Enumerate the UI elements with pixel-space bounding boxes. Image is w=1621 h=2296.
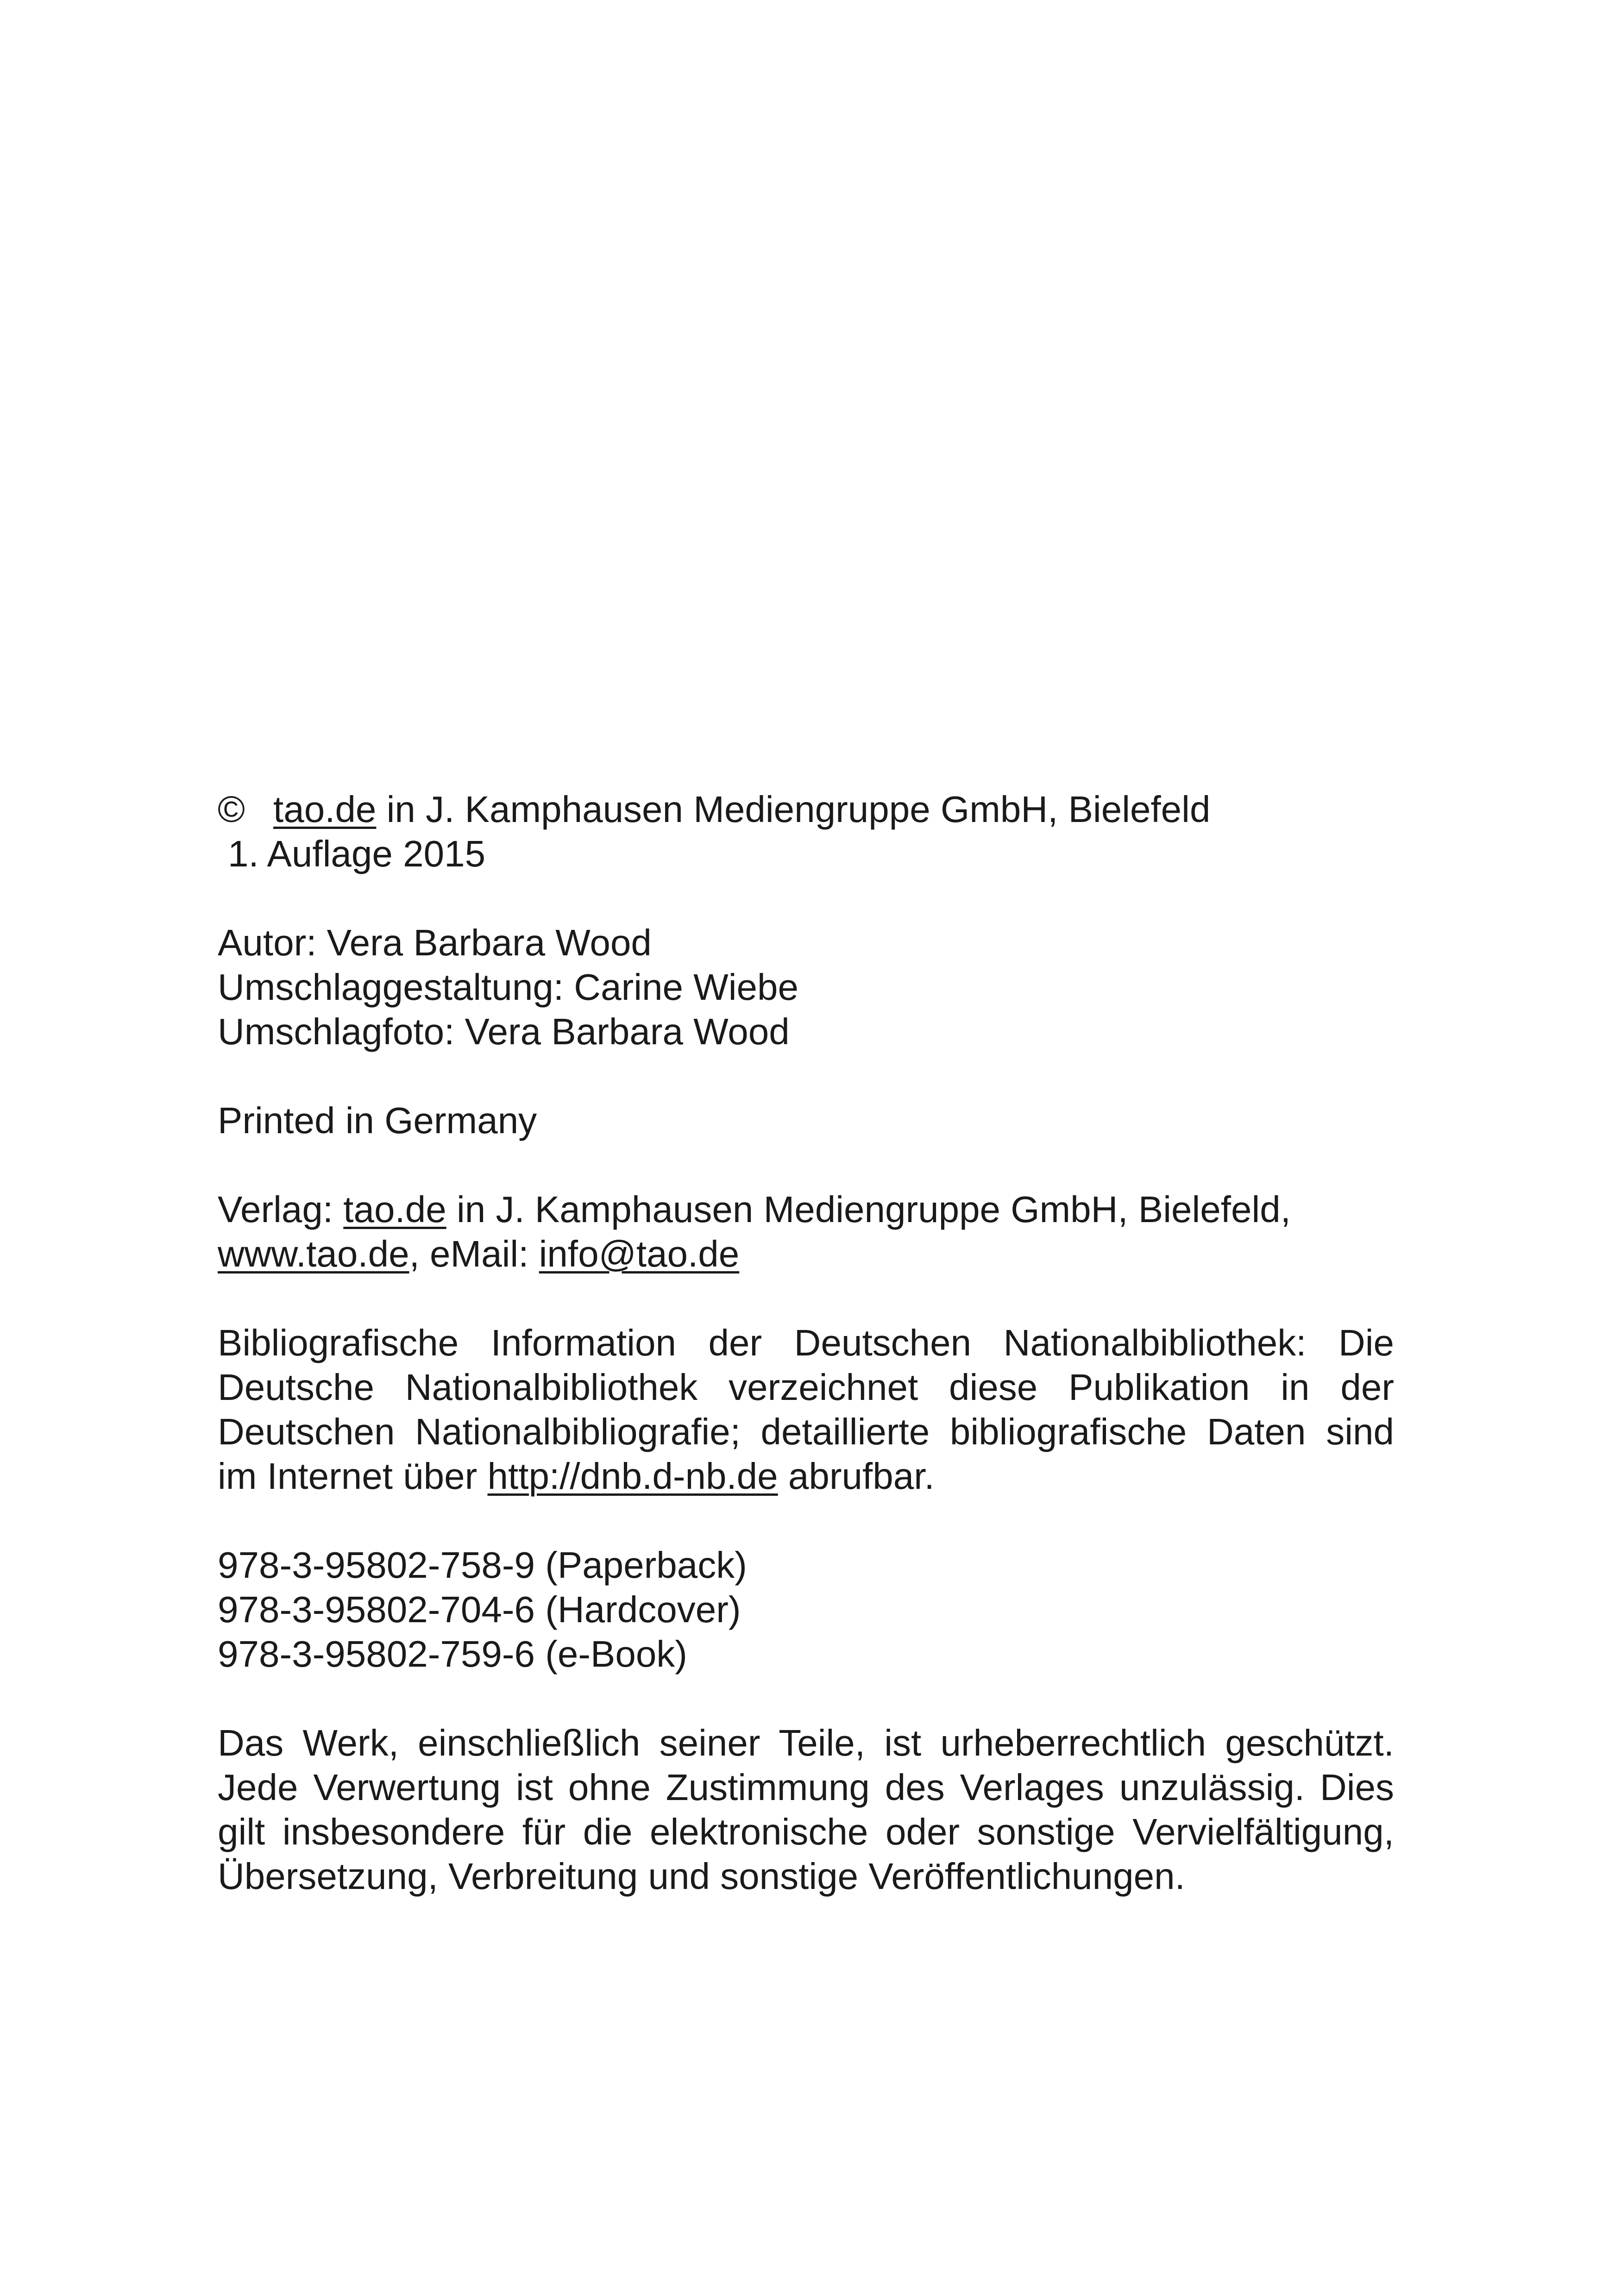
- rights-line: Übersetzung, Verbreitung und sonstige Veröffentlichungen.: [218, 1856, 1185, 1897]
- isbn-paperback: 978-3-95802-758-9 (Paperback): [218, 1544, 747, 1586]
- publisher-link[interactable]: tao.de: [343, 1189, 446, 1230]
- publisher-link[interactable]: tao.de: [273, 789, 377, 830]
- bibliography-line: Deutsche Nationalbibliothek verzeichnet diese Publikation in der: [218, 1367, 1394, 1408]
- bibliography-line: [218, 1454, 1394, 1499]
- publisher-label: Verlag:: [218, 1189, 344, 1230]
- bibliography-line: Bibliografische Information der Deutschen Nationalbibliothek: Die: [218, 1322, 1394, 1363]
- bibliography-suffix: abrufbar.: [778, 1455, 935, 1497]
- rights-line: gilt insbesondere für die elektronische oder sonstige Vervielfältigung,: [218, 1811, 1394, 1852]
- email-label: , eMail:: [409, 1233, 539, 1274]
- bibliography-line: Deutschen Nationalbibliografie; detaillierte bibliografische Daten sind: [218, 1411, 1394, 1452]
- bibliography-prefix: im Internet über: [218, 1455, 488, 1497]
- author-line: Autor: Vera Barbara Wood: [218, 922, 652, 963]
- printed-line: Printed in Germany: [218, 1100, 537, 1141]
- spacer: [218, 1276, 1394, 1321]
- spacer: [218, 1143, 1394, 1187]
- website-link[interactable]: www.tao.de: [218, 1233, 409, 1274]
- spacer: [218, 1676, 1394, 1721]
- spacer: [218, 876, 1394, 921]
- rights-line: Jede Verwertung ist ohne Zustimmung des Verlages unzulässig. Dies: [218, 1767, 1394, 1808]
- dnb-link[interactable]: http://dnb.d-nb.de: [487, 1455, 778, 1497]
- copyright-publisher-text: in J. Kamphausen Mediengruppe GmbH, Bielefeld: [376, 789, 1211, 830]
- edition-line: 1. Auflage 2015: [228, 833, 486, 874]
- rights-paragraph: [218, 1721, 1394, 1899]
- email-link[interactable]: info@tao.de: [539, 1233, 740, 1274]
- publisher-line: [218, 1187, 1394, 1232]
- publisher-text: in J. Kamphausen Mediengruppe GmbH, Bielefeld,: [446, 1189, 1291, 1230]
- bibliography-paragraph: [218, 1321, 1394, 1499]
- cover-photo-line: Umschlagfoto: Vera Barbara Wood: [218, 1011, 790, 1052]
- rights-line: Das Werk, einschließlich seiner Teile, ist urheberrechtlich geschützt.: [218, 1722, 1394, 1763]
- contact-line: [218, 1232, 1394, 1276]
- imprint-block: [218, 787, 1394, 1899]
- cover-design-line: Umschlaggestaltung: Carine Wiebe: [218, 966, 798, 1008]
- isbn-hardcover: 978-3-95802-704-6 (Hardcover): [218, 1589, 741, 1630]
- copyright-line: [218, 787, 1394, 832]
- spacer: [218, 1499, 1394, 1543]
- isbn-ebook: 978-3-95802-759-6 (e-Book): [218, 1633, 687, 1675]
- copyright-symbol: ©: [218, 789, 245, 830]
- spacer: [218, 1054, 1394, 1098]
